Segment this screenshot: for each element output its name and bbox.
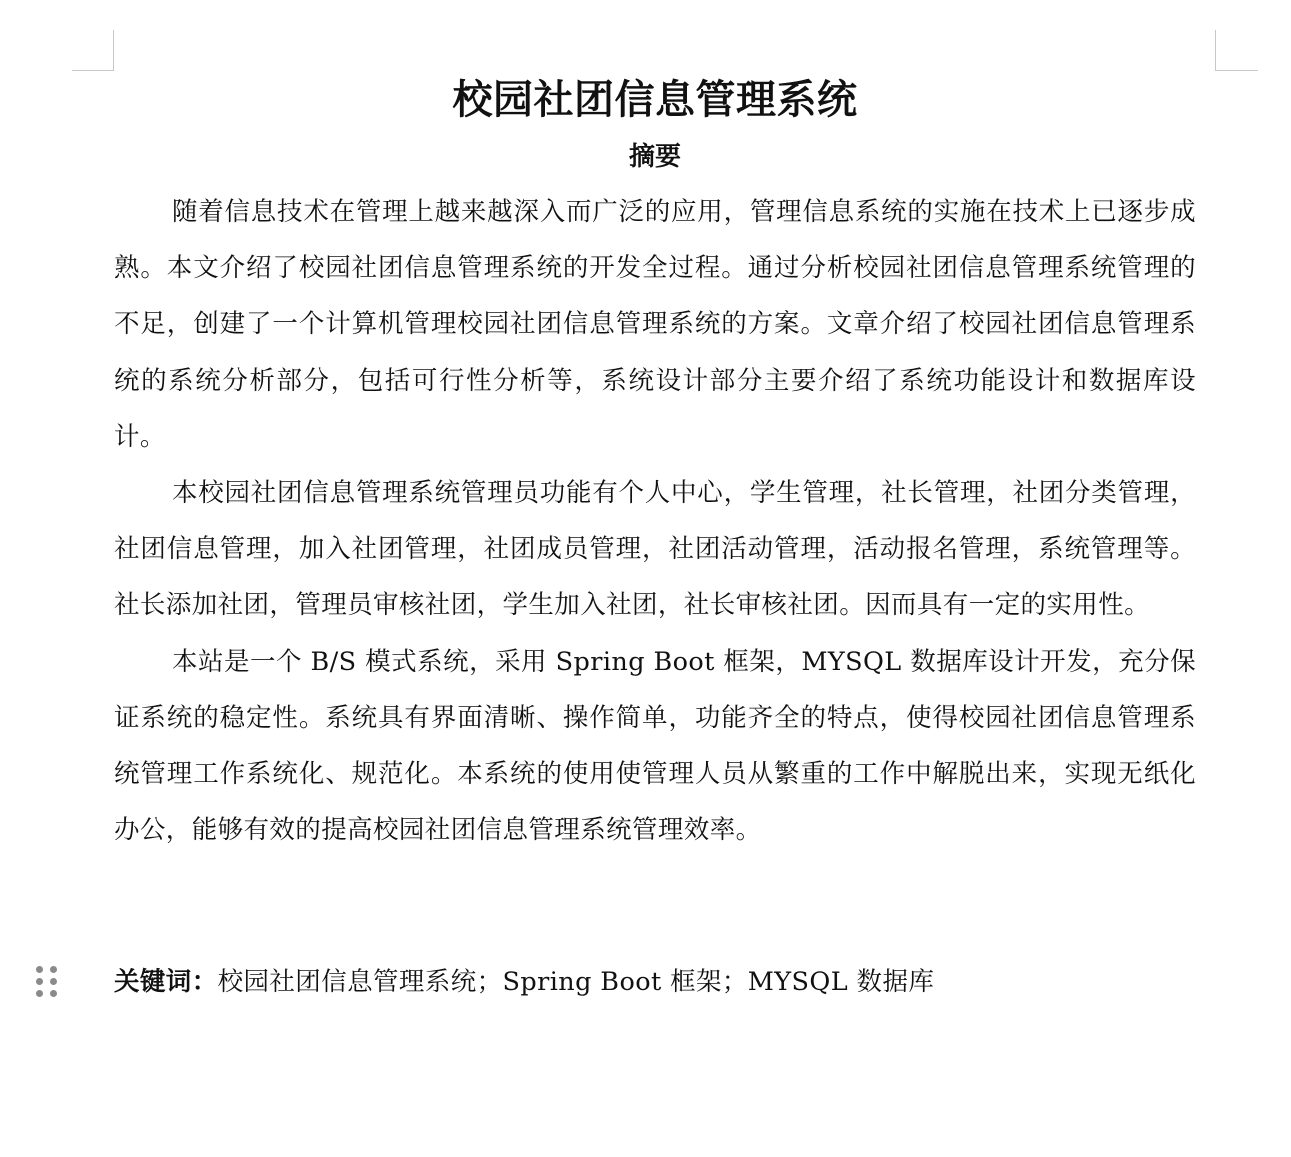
drag-dot: [50, 978, 57, 985]
keywords-text: 校园社团信息管理系统；Spring Boot 框架；MYSQL 数据库: [217, 967, 935, 997]
drag-handle-icon[interactable]: [36, 966, 58, 998]
drag-dot: [36, 990, 43, 997]
drag-dot: [36, 966, 43, 973]
drag-dot: [36, 978, 43, 985]
abstract-paragraph-3: 本站是一个 B/S 模式系统，采用 Spring Boot 框架，MYSQL 数据库设计开发，充分保证系统的稳定性。系统具有界面清晰、操作简单，功能齐全的特点，使得校园社团信息管理系统管理工作系统化、规范化。本系统的使用使管理人员从繁重的工作中解脱出来，实现无纸化办公，能够有效的提高校园社团信息管理系统管理效率。: [114, 646, 1196, 846]
keywords-line: [114, 956, 1196, 1008]
abstract-paragraph-1: 随着信息技术在管理上越来越深入而广泛的应用，管理信息系统的实施在技术上已逐步成熟。本文介绍了校园社团信息管理系统的开发全过程。通过分析校园社团信息管理系统管理的不足，创建了一个计算机管理校园社团信息管理系统的方案。文章介绍了校园社团信息管理系统的系统分析部分，包括可行性分析等，系统设计部分主要介绍了系统功能设计和数据库设计。: [114, 197, 1196, 452]
page-corner-top-right: [1215, 30, 1258, 71]
page-corner-top-left: [72, 30, 114, 71]
keywords-label: 关键词：: [114, 967, 218, 997]
drag-dot: [50, 966, 57, 973]
abstract-paragraph-2: 本校园社团信息管理系统管理员功能有个人中心，学生管理，社长管理，社团分类管理，社团信息管理，加入社团管理，社团成员管理，社团活动管理，活动报名管理，系统管理等。社长添加社团，管理员审核社团，学生加入社团，社长审核社团。因而具有一定的实用性。: [114, 478, 1196, 621]
drag-dot: [50, 990, 57, 997]
abstract-heading: 摘要: [628, 142, 681, 172]
document-page: [114, 70, 1196, 858]
document-title: 校园社团信息管理系统: [452, 77, 858, 123]
